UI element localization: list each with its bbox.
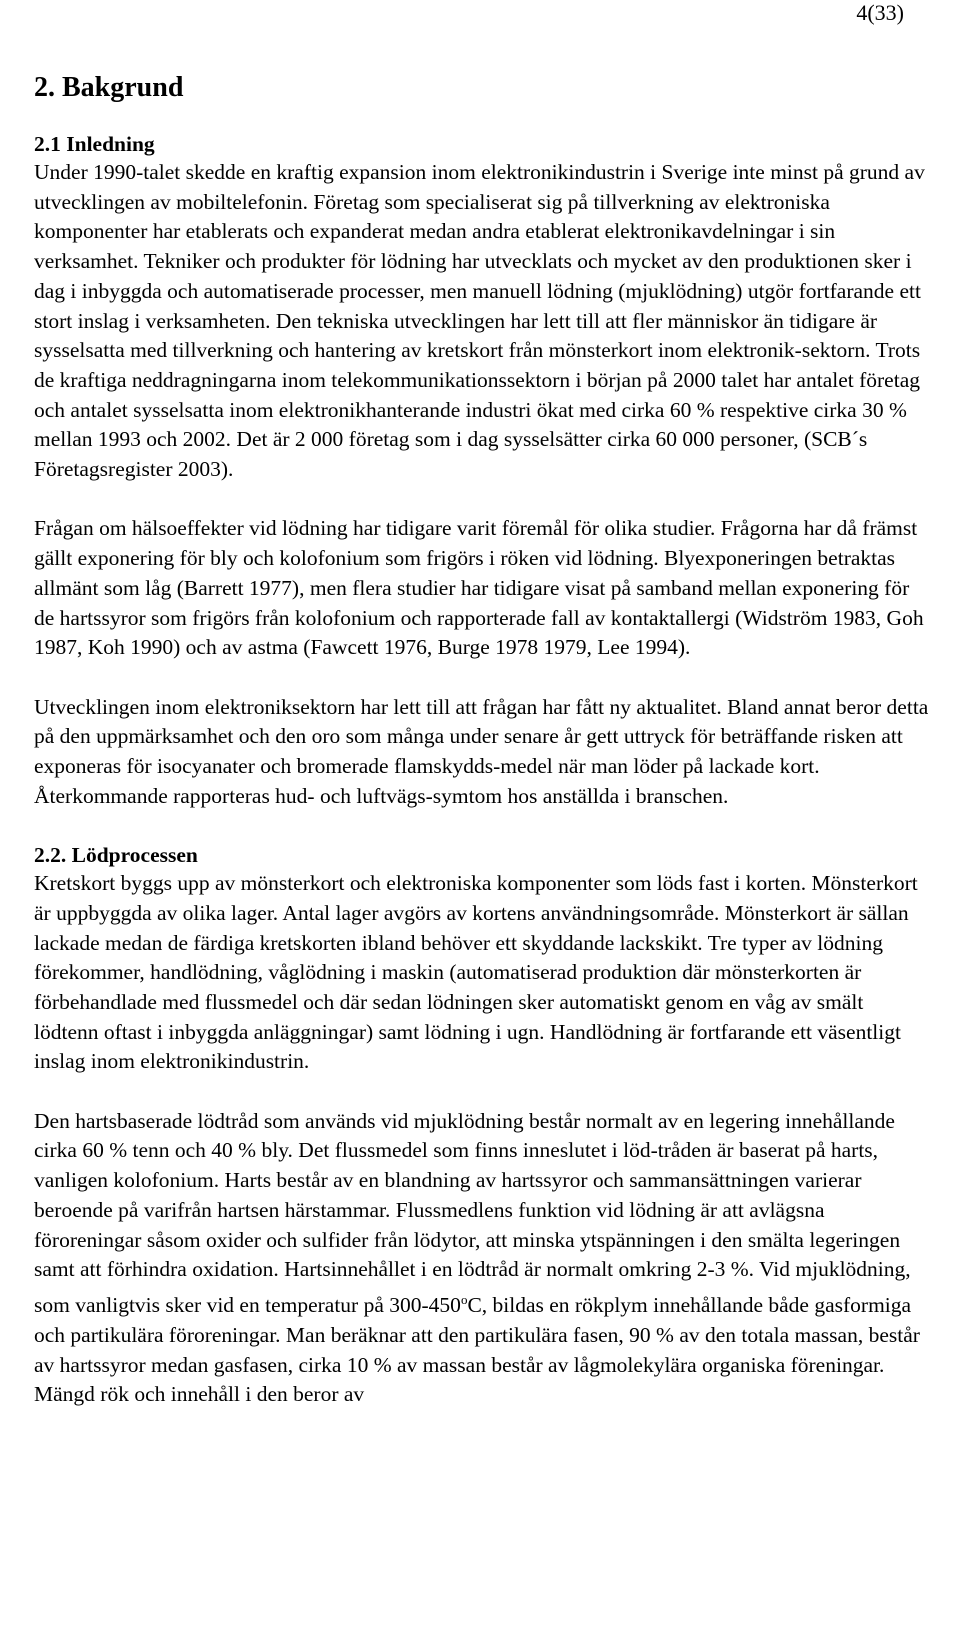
paragraph-circuit-boards: Kretskort byggs upp av mönsterkort och elektroniska komponenter som löds fast i korten. Mönsterkort är uppbyggda av olika lager. Antal lager avgörs av kortens användningsområde. Mönsterkort är sällan lackade medan de färdiga kretskorten ibland behöver ett skyddande lackskikt. Tre typer av lödning förekommer, handlödning, våglödning i maskin (automatiserad produktion där mönsterkorten är förbehandlade med flussmedel och där sedan lödningen sker automatiskt genom en våg av smält lödtenn oftast i inbyggda anläggningar) samt lödning i ugn. Handlödning är fortfarande ett väsentligt inslag inom elektronikindustrin.	[34, 871, 918, 1074]
section-heading-inledning: 2.1 Inledning	[34, 132, 155, 156]
paragraph-spacer	[34, 1077, 932, 1107]
paragraph-sector-development: Utvecklingen inom elektroniksektorn har lett till att frågan har fått ny aktualitet. Bland annat beror detta på den uppmärksamhet och den oro som många under senare år gett uttryck för beträffande risken att exponeras för isocyanater och bromerade flamskydds-medel när man löder på lackade kort. Återkommande rapporteras hud- och luftvägs-symtom hos anställda i branschen.	[34, 694, 929, 808]
paragraph-spacer	[34, 663, 932, 693]
paragraph-solder-wire	[34, 1107, 932, 1410]
chapter-title: 2. Bakgrund	[34, 72, 184, 103]
paragraph-spacer	[34, 811, 932, 841]
page-content	[34, 70, 932, 1410]
degree-symbol: o	[460, 1291, 468, 1307]
paragraph-health-effects: Frågan om hälsoeffekter vid lödning har tidigare varit föremål för olika studier. Frågorna har då främst gällt exponering för bly och kolofonium som frigörs i röken vid lödning. Blyexponeringen betraktas allmänt som låg (Barrett 1977), men flera studier har tidigare visat på samband mellan exponering för de hartssyror som frigörs från kolofonium och rapporterade fall av kontaktallergi (Widström 1983, Goh 1987, Koh 1990) och av astma (Fawcett 1976, Burge 1978 1979, Lee 1994).	[34, 516, 924, 660]
solder-text-part-2: C, bildas en rökplym innehållande både gasformiga och partikulära föroreningar. Man beräknar att den partikulära fasen, 90 % av den totala massan, består av hartssyror medan gasfasen, cirka 10 % av massan består av lågmolekylära organiska föreningar. Mängd rök och innehåll i den beror av	[34, 1293, 920, 1407]
paragraph-spacer	[34, 485, 932, 515]
page-number: 4(33)	[856, 0, 904, 25]
solder-text-part-1: Den hartsbaserade lödtråd som används vid mjuklödning består normalt av en legering innehållande cirka 60 % tenn och 40 % bly. Det flussmedel som finns inneslutet i löd-tråden är baserat på harts, vanligen kolofonium. Harts består av en blandning av hartssyror och sammansättningen varierar beroende på varifrån hartsen härstammar. Flussmedlens funktion vid lödning är att avlägsna föroreningar såsom oxider och sulfider från lödytor, att minska ytspänningen i den smälta legeringen samt att förhindra oxidation. Hartsinnehållet i en lödtråd är normalt omkring 2-3 %. Vid mjuklödning, som vanligtvis sker vid en temperatur på 300-450	[34, 1108, 911, 1318]
paragraph-intro: Under 1990-talet skedde en kraftig expansion inom elektronikindustrin i Sverige inte minst på grund av utvecklingen av mobiltelefonin. Företag som specialiserat sig på tillverkning av elektroniska komponenter har etablerats och expanderat medan andra etablerat elektronikavdelningar i sin verksamhet. Tekniker och produkter för lödning har utvecklats och mycket av den produktionen sker i dag i inbyggda och automatiserade processer, men manuell lödning (mjuklödning) utgör fortfarande ett stort inslag i verksamheten. Den tekniska utvecklingen har lett till att fler människor än tidigare är sysselsatta med tillverkning och hantering av kretskort från mönsterkort inom elektronik-sektorn. Trots de kraftiga neddragningarna inom telekommunikationssektorn i början på 2000 talet har antalet företag och antalet sysselsatta inom elektronikhanterande industri ökat med cirka 60 % respektive cirka 30 % mellan 1993 och 2002. Det är 2 000 företag som i dag sysselsätter cirka 60 000 personer, (SCB´s Företagsregister 2003).	[34, 160, 925, 482]
section-heading-lodprocessen: 2.2. Lödprocessen	[34, 843, 198, 868]
